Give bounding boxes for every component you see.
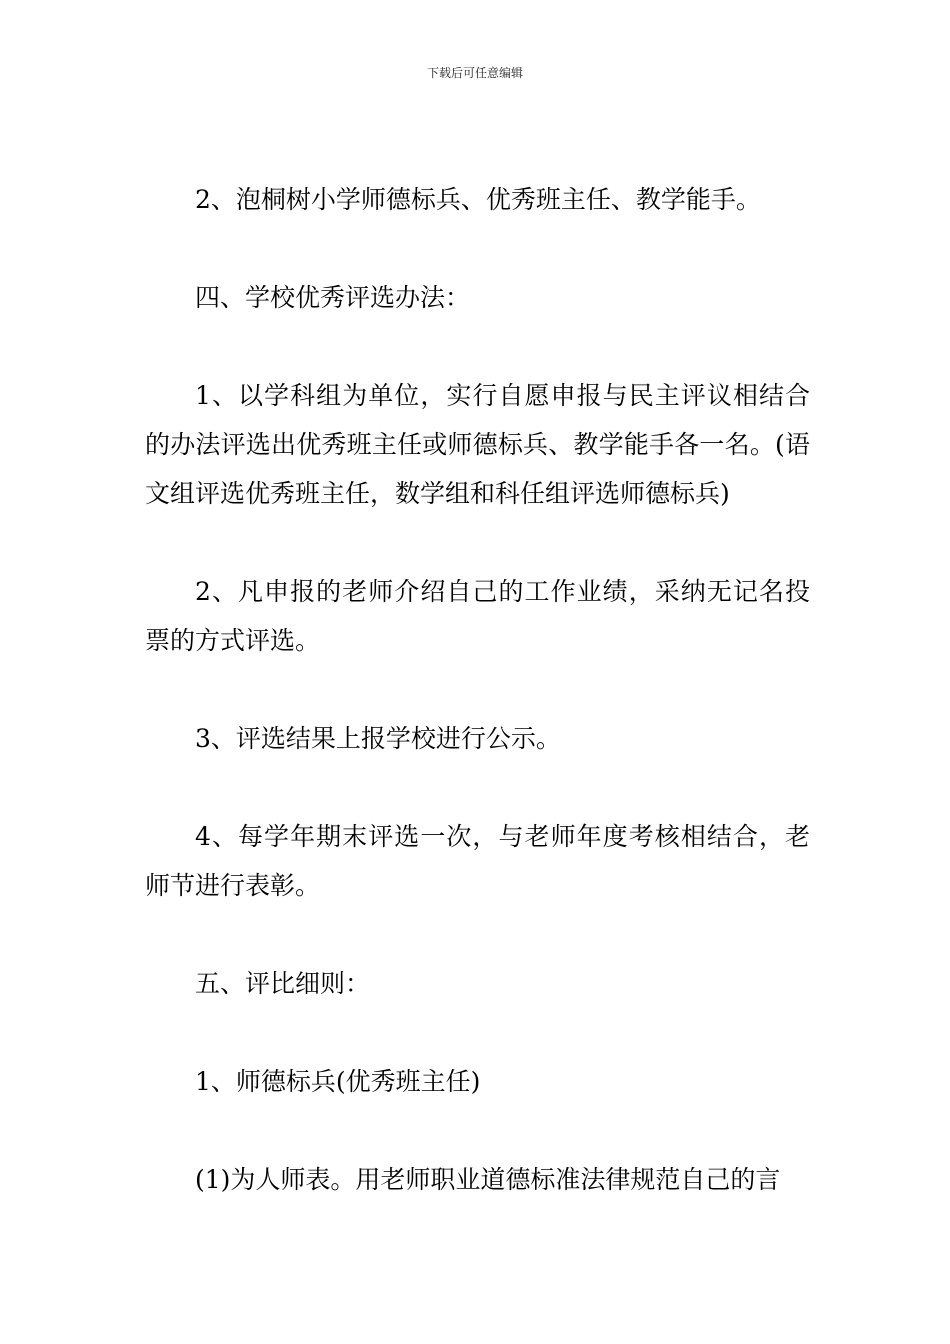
- section-heading-selection-method: 四、学校优秀评选办法：: [195, 283, 471, 312]
- paragraph-method-3: 3、评选结果上报学校进行公示。: [195, 724, 561, 753]
- paragraph-item-2-candidates: 2、泡桐树小学师德标兵、优秀班主任、教学能手。: [195, 185, 761, 214]
- paragraph-method-1: 1、以学科组为单位，实行自愿申报与民主评议相结合的办法评选出优秀班主任或师德标兵、教学能手各一名。(语文组评选优秀班主任，数学组和科任组评选师德标兵): [145, 381, 810, 508]
- paragraph-method-4: 4、每学年期末评选一次，与老师年度考核相结合，老师节进行表彰。: [145, 822, 810, 900]
- page-header: 下载后可任意编辑: [426, 66, 523, 80]
- subheading-model-teacher: 1、师德标兵(优秀班主任): [195, 1067, 481, 1096]
- document-body: [145, 175, 810, 1204]
- section-heading-rules: 五、评比细则：: [195, 969, 371, 998]
- paragraph-method-2: 2、凡申报的老师介绍自己的工作业绩，采纳无记名投票的方式评选。: [145, 577, 810, 655]
- paragraph-rule-1: (1)为人师表。用老师职业道德标准法律规范自己的言: [195, 1165, 781, 1194]
